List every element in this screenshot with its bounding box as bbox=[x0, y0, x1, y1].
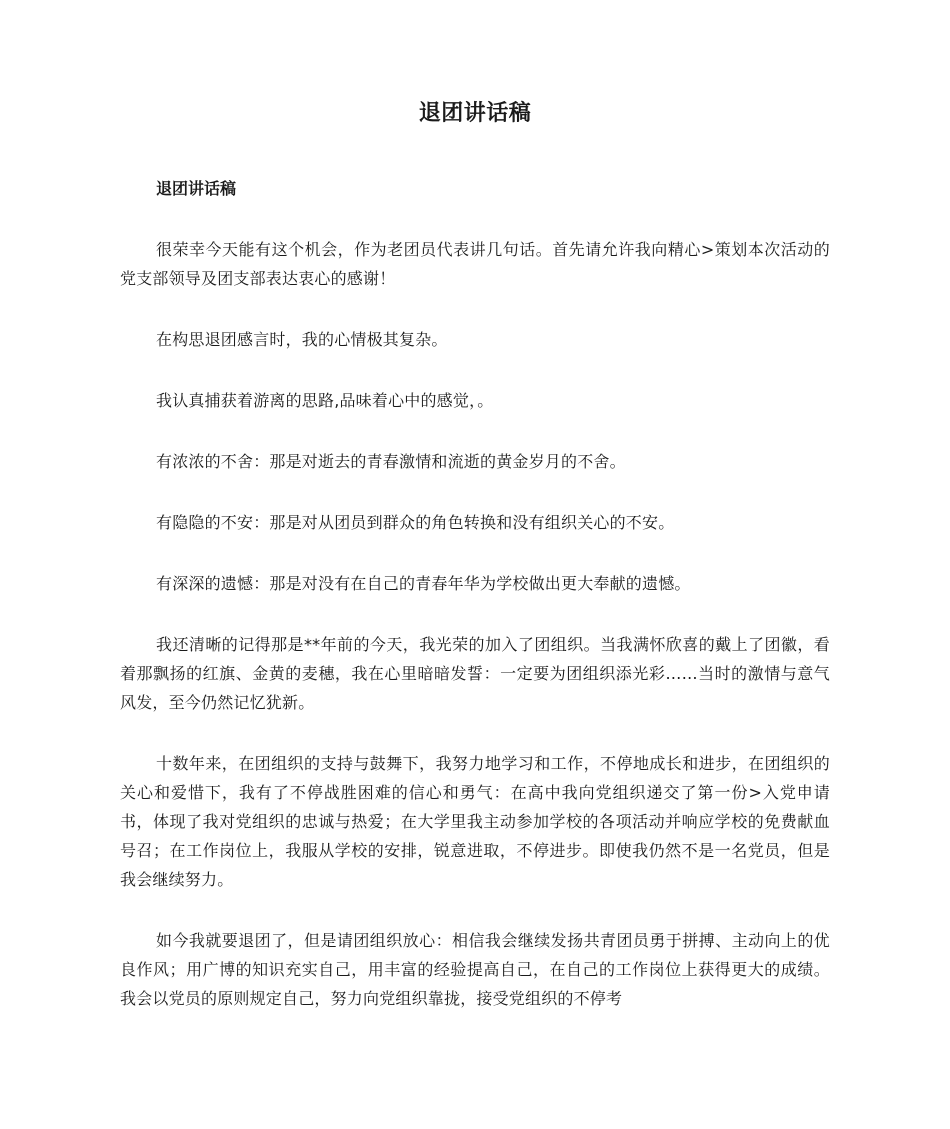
document-title: 退团讲话稿 bbox=[418, 101, 532, 126]
paragraph-2: 在构思退团感言时，我的心情极其复杂。 bbox=[156, 330, 448, 349]
paragraph-8: 十数年来，在团组织的支持与鼓舞下，我努力地学习和工作，不停地成长和进步，在团组织的关心和爱惜下，我有了不停战胜困难的信心和勇气：在高中我向党组织递交了第一份>入党申请书，体现了我对党组织的忠诚与热爱；在大学里我主动参加学校的各项活动并响应学校的免费献血号召；在工作岗位上，我服从学校的安排，锐意进取，不停进步。即使我仍然不是一名党员，但是我会继续努力。 bbox=[120, 754, 830, 889]
paragraph-3: 我认真捕获着游离的思路,品味着心中的感觉，。 bbox=[156, 391, 494, 410]
paragraph-5: 有隐隐的不安：那是对从团员到群众的角色转换和没有组织关心的不安。 bbox=[156, 513, 675, 532]
paragraph-6: 有深深的遗憾：那是对没有在自己的青春年华为学校做出更大奉献的遗憾。 bbox=[156, 574, 691, 593]
paragraph-4: 有浓浓的不舍：那是对逝去的青春激情和流逝的黄金岁月的不舍。 bbox=[156, 452, 626, 471]
paragraph-7: 我还清晰的记得那是**年前的今天，我光荣的加入了团组织。当我满怀欣喜的戴上了团徽，看着那飘扬的红旗、金黄的麦穗，我在心里暗暗发誓：一定要为团组织添光彩……当时的激情与意气风发，至今仍然记忆犹新。 bbox=[120, 635, 830, 712]
paragraph-1: 很荣幸今天能有这个机会，作为老团员代表讲几句话。首先请允许我向精心>策划本次活动的党支部领导及团支部表达衷心的感谢！ bbox=[120, 240, 830, 288]
document-subtitle: 退团讲话稿 bbox=[156, 179, 237, 198]
paragraph-9: 如今我就要退团了，但是请团组织放心：相信我会继续发扬共青团员勇于拼搏、主动向上的优良作风；用广博的知识充实自己，用丰富的经验提高自己，在自己的工作岗位上获得更大的成绩。我会以党员的原则规定自己，努力向党组织靠拢，接受党组织的不停考 bbox=[120, 931, 830, 1008]
